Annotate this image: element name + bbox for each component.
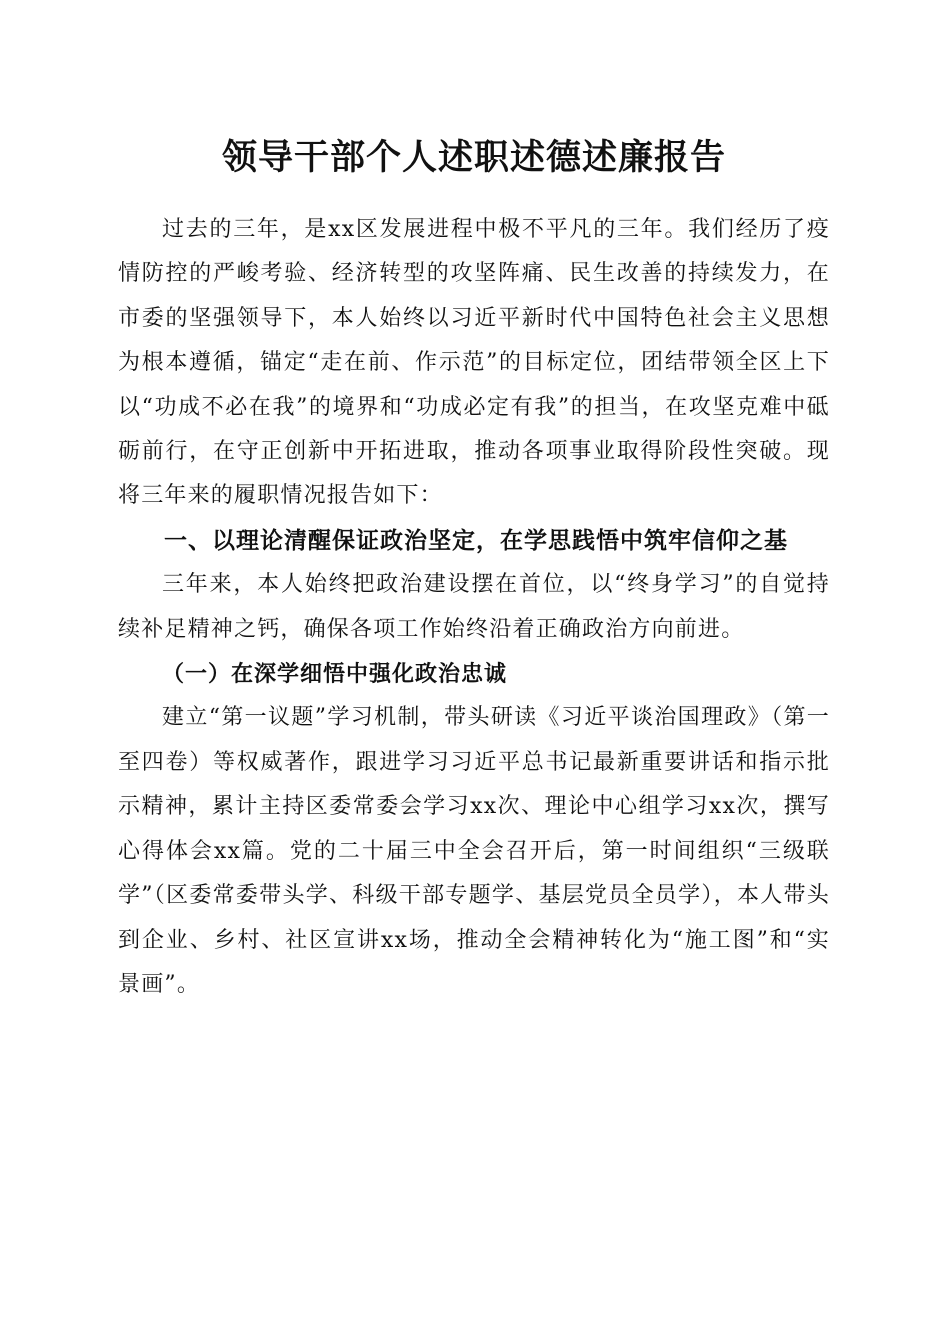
intro-paragraph: 过去的三年，是xx区发展进程中极不平凡的三年。我们经历了疫情防控的严峻考验、经济转型的攻坚阵痛、民生改善的持续发力，在市委的坚强领导下，本人始终以习近平新时代中国特色社会主义思想为根本遵循，锚定“走在前、作示范”的目标定位，团结带领全区上下以“功成不必在我”的境界和“功成必定有我”的担当，在攻坚克难中砥砺前行，在守正创新中开拓进取，推动各项事业取得阶段性突破。现将三年来的履职情况报告如下： bbox=[118, 217, 830, 509]
document-title: 领导干部个人述职述德述廉报告 bbox=[221, 137, 726, 178]
section-1-intro: 三年来，本人始终把政治建设摆在首位，以“终身学习”的自觉持续补足精神之钙，确保各项工作始终沿着正确政治方向前进。 bbox=[118, 572, 830, 642]
section-1-heading: 一、以理论清醒保证政治坚定，在学思践悟中筑牢信仰之基 bbox=[164, 527, 788, 554]
document-page bbox=[118, 128, 830, 1007]
subsection-1-heading: （一）在深学细悟中强化政治忠诚 bbox=[162, 661, 508, 688]
subsection-1-body: 建立“第一议题”学习机制，带头研读《习近平谈治国理政》（第一至四卷）等权威著作，跟进学习习近平总书记最新重要讲话和指示批示精神，累计主持区委常委会学习xx次、理论中心组学习xx次，撰写心得体会xx篇。党的二十届三中全会召开后，第一时间组织“三级联学”（区委常委带头学、科级干部专题学、基层党员全员学），本人带头到企业、乡村、社区宣讲xx场，推动全会精神转化为“施工图”和“实景画”。 bbox=[118, 705, 830, 997]
